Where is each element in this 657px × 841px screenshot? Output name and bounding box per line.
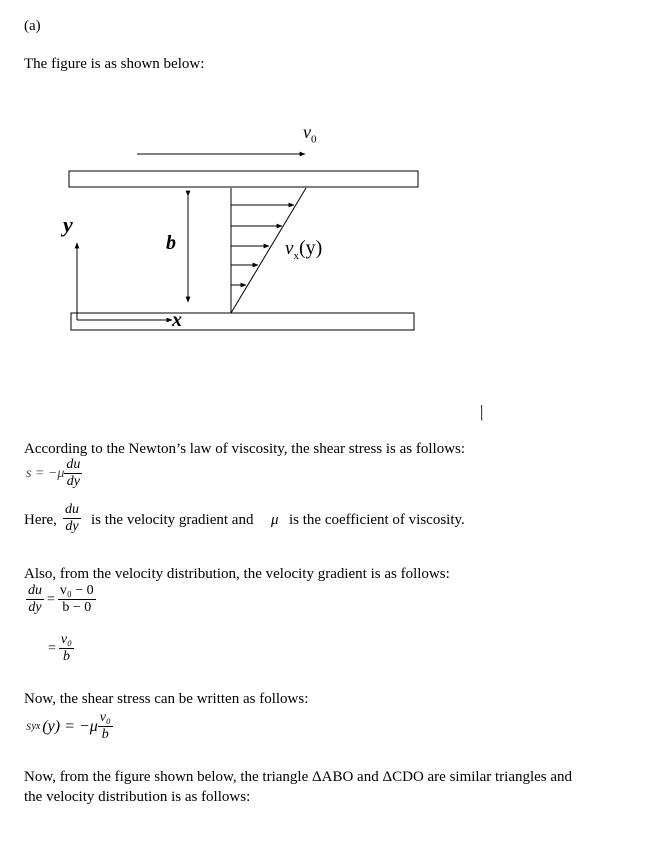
here-fraction: $\frac{du}{dy}$ xyxy=(65,502,79,534)
part-label: (a) xyxy=(24,18,41,34)
b-label: b xyxy=(166,232,176,254)
intro-text: The figure is as shown below: xyxy=(24,56,205,72)
vx-label: $v_x(y)$ xyxy=(285,237,323,262)
top-plate xyxy=(69,171,418,187)
here-middle: is the velocity gradient and xyxy=(91,512,254,528)
couette-flow-figure xyxy=(0,0,657,400)
equation-gradient-simplified: = $\frac{\text{v₀}}{b}$ xyxy=(48,632,72,664)
y-axis-label: y xyxy=(63,212,73,237)
here-prefix: Here, xyxy=(24,512,57,528)
newton-law-text: According to the Newton’s law of viscosity, the shear stress is as follows: xyxy=(24,441,466,457)
now-shear-text: Now, the shear stress can be written as follows: xyxy=(24,691,309,707)
x-axis-label: x xyxy=(172,309,182,331)
equation-velocity-gradient: $\frac{du}{dy}$ = $\frac{\text{v₀ − 0}}{b - 0}$ xyxy=(28,583,94,615)
bottom-plate xyxy=(71,313,414,330)
equation-shear-final: s yx (y) = −μ $\frac{\text{v₀}}{b}$ xyxy=(26,710,111,742)
equation-shear-stress: s = −μ $\frac{du}{dy}$ xyxy=(26,457,81,489)
here-suffix: is the coefficient of viscosity. xyxy=(289,512,465,528)
also-text: Also, from the velocity distribution, the velocity gradient is as follows: xyxy=(24,566,450,582)
mu-symbol: μ xyxy=(271,512,279,528)
text-cursor: | xyxy=(480,402,484,421)
v0-label: $v_0$ xyxy=(303,122,317,146)
now-figure-line-1: Now, from the figure shown below, the triangle ΔABO and ΔCDO are similar triangles and xyxy=(24,769,573,785)
now-figure-line-2: the velocity distribution is as follows: xyxy=(24,789,251,805)
